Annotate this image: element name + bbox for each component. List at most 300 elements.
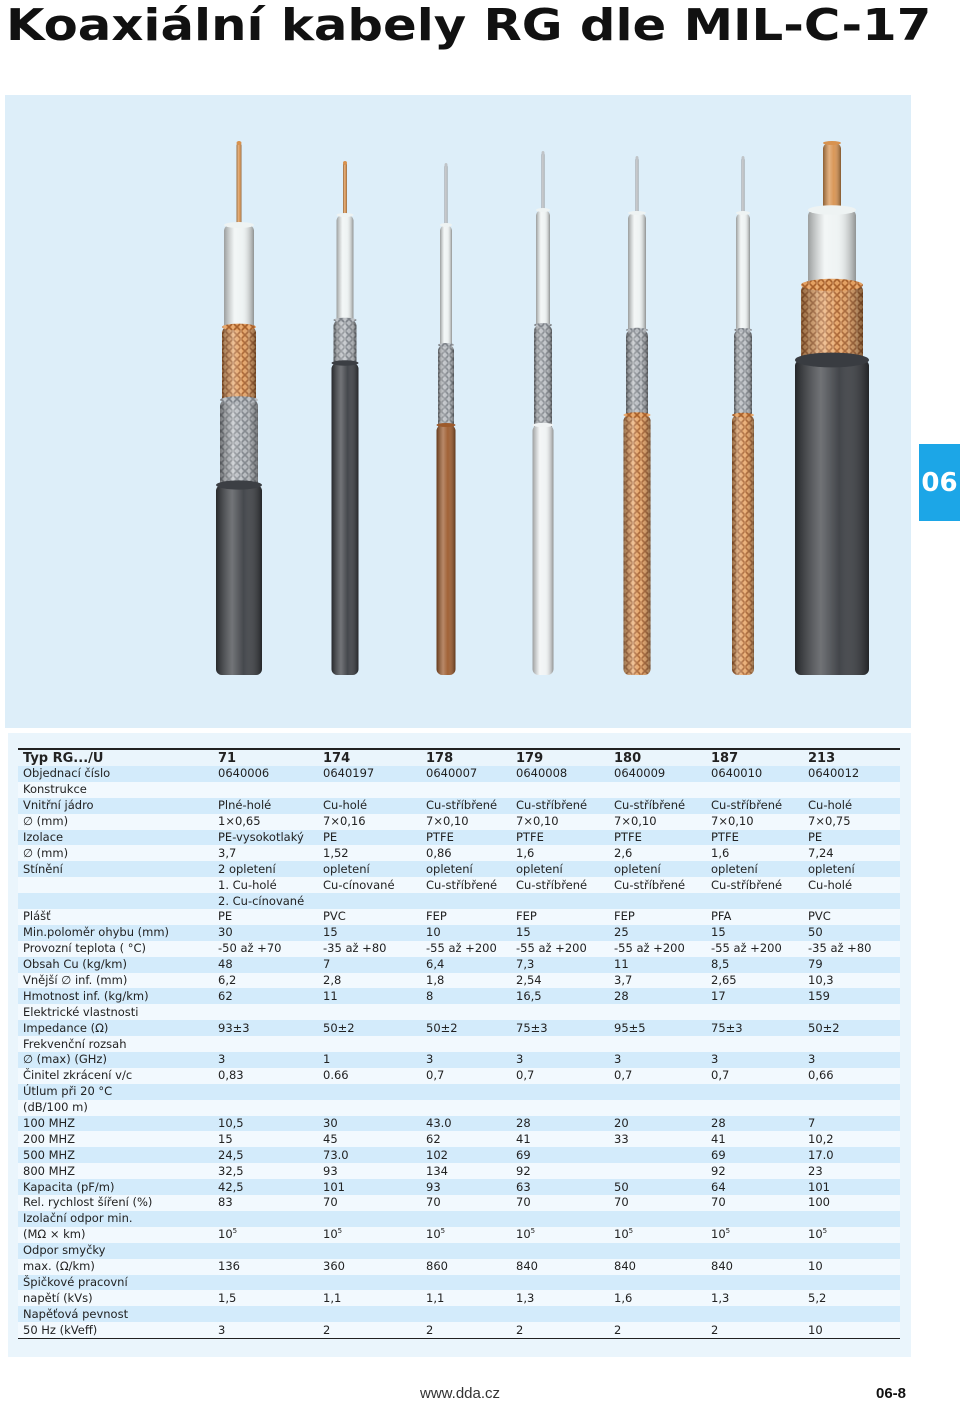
table-cell: 2 xyxy=(609,1322,706,1338)
table-cell: Plné-holé xyxy=(213,798,318,814)
cable-jacket-2-cap xyxy=(437,423,456,427)
table-cell xyxy=(706,1211,803,1227)
table-row xyxy=(18,1116,900,1132)
table-cell: 79 xyxy=(803,957,900,973)
table-row xyxy=(18,1211,900,1227)
table-cell xyxy=(803,1100,900,1116)
table-header-row xyxy=(18,749,900,766)
table-cell: 360 xyxy=(318,1259,421,1275)
row-label: Izolace xyxy=(18,830,213,846)
table-cell: 92 xyxy=(511,1163,609,1179)
row-label: Útlum při 20 °C xyxy=(18,1084,213,1100)
cable-core-6-cap xyxy=(823,141,841,145)
table-cell: PVC xyxy=(803,909,900,925)
table-cell xyxy=(213,1100,318,1116)
table-cell xyxy=(609,1004,706,1020)
table-cell: 92 xyxy=(706,1163,803,1179)
table-cell xyxy=(609,1100,706,1116)
table-cell: PTFE xyxy=(421,830,511,846)
table-cell: 11 xyxy=(609,957,706,973)
cable-jacket-4-cap xyxy=(624,412,651,417)
table-cell: PVC xyxy=(318,909,421,925)
table-cell: 159 xyxy=(803,988,900,1004)
table-cell xyxy=(213,1084,318,1100)
table-cell: 7×0,10 xyxy=(421,814,511,830)
table-cell: 45 xyxy=(318,1131,421,1147)
table-cell: 93±3 xyxy=(213,1020,318,1036)
table-row xyxy=(18,1290,900,1306)
row-label: Vnější ∅ inf. (mm) xyxy=(18,973,213,989)
table-cell xyxy=(213,1243,318,1259)
table-row xyxy=(18,988,900,1004)
table-cell: 15 xyxy=(706,925,803,941)
table-cell xyxy=(421,1306,511,1322)
table-cell: PE xyxy=(213,909,318,925)
table-cell: $10^5$ xyxy=(803,1227,900,1243)
table-cell xyxy=(318,1211,421,1227)
row-label: Rel. rychlost šíření (%) xyxy=(18,1195,213,1211)
table-cell: PE xyxy=(803,830,900,846)
table-cell xyxy=(706,1275,803,1291)
table-cell: 10 xyxy=(803,1259,900,1275)
table-cell: 6,4 xyxy=(421,957,511,973)
table-cell: 101 xyxy=(318,1179,421,1195)
table-cell: 1,1 xyxy=(421,1290,511,1306)
table-cell: opletení xyxy=(609,861,706,877)
table-cell: 1,1 xyxy=(318,1290,421,1306)
cable-jacket-5-cap xyxy=(732,413,754,417)
table-cell xyxy=(706,1036,803,1052)
table-cell xyxy=(421,1100,511,1116)
cable-braid-6-cap xyxy=(801,279,863,291)
cable-core-3-cap xyxy=(542,151,545,155)
cable-core-0-shade xyxy=(237,143,242,230)
cable-core-5-shade xyxy=(742,158,745,218)
table-cell xyxy=(511,1004,609,1020)
table-cell: 63 xyxy=(511,1179,609,1195)
header-cable-type: 179 xyxy=(511,749,609,766)
table-cell: 2 xyxy=(706,1322,803,1338)
table-cell: -35 až +80 xyxy=(318,941,421,957)
table-cell xyxy=(609,1211,706,1227)
table-cell xyxy=(803,1036,900,1052)
table-cell: PTFE xyxy=(609,830,706,846)
table-cell xyxy=(803,1084,900,1100)
table-cell: 0640197 xyxy=(318,766,421,782)
table-cell xyxy=(318,1306,421,1322)
table-cell xyxy=(318,1036,421,1052)
table-cell: Cu-stříbřené xyxy=(609,798,706,814)
table-cell xyxy=(609,893,706,909)
table-cell: 23 xyxy=(803,1163,900,1179)
table-cell: 7,3 xyxy=(511,957,609,973)
table-cell xyxy=(318,1100,421,1116)
table-cell: 840 xyxy=(511,1259,609,1275)
row-label: Špičkové pracovní xyxy=(18,1275,213,1291)
table-cell: 69 xyxy=(706,1147,803,1163)
row-label: (MΩ × km) xyxy=(18,1227,213,1243)
table-row xyxy=(18,893,900,909)
table-cell: 7×0,10 xyxy=(511,814,609,830)
table-cell: 0,7 xyxy=(706,1068,803,1084)
row-label xyxy=(18,877,213,893)
table-cell xyxy=(421,893,511,909)
cable-dielectric-1-shade xyxy=(337,215,354,327)
cable-dielectric-5-cap xyxy=(736,211,750,215)
table-cell xyxy=(511,1211,609,1227)
table-cell: 0,86 xyxy=(421,845,511,861)
cable-braid-3-shade xyxy=(534,325,552,432)
table-cell: 8,5 xyxy=(706,957,803,973)
table-cell: 50±2 xyxy=(421,1020,511,1036)
table-cell: 0640006 xyxy=(213,766,318,782)
table-cell: 33 xyxy=(609,1131,706,1147)
table-cell: 10,3 xyxy=(803,973,900,989)
table-cell: -55 až +200 xyxy=(421,941,511,957)
row-label: Odpor smyčky xyxy=(18,1243,213,1259)
spec-table xyxy=(18,748,900,1339)
table-cell: $10^5$ xyxy=(421,1227,511,1243)
table-cell xyxy=(803,782,900,798)
table-cell: $10^5$ xyxy=(511,1227,609,1243)
table-cell: 10,5 xyxy=(213,1116,318,1132)
row-label: max. (Ω/km) xyxy=(18,1259,213,1275)
table-cell: 1,6 xyxy=(706,845,803,861)
table-cell: 3 xyxy=(213,1052,318,1068)
table-cell: 3 xyxy=(609,1052,706,1068)
table-cell: Cu-holé xyxy=(803,877,900,893)
cable-core-4-shade xyxy=(636,158,639,218)
table-cell: FEP xyxy=(421,909,511,925)
table-cell: -50 až +70 xyxy=(213,941,318,957)
table-cell: 1,6 xyxy=(511,845,609,861)
table-cell xyxy=(706,1100,803,1116)
table-cell: 48 xyxy=(213,957,318,973)
row-label: Obsah Cu (kg/km) xyxy=(18,957,213,973)
table-row xyxy=(18,1147,900,1163)
table-cell: 75±3 xyxy=(706,1020,803,1036)
table-cell xyxy=(318,893,421,909)
table-cell: -35 až +80 xyxy=(803,941,900,957)
row-label: Provozní teplota ( °C) xyxy=(18,941,213,957)
cable-dielectric-1-cap xyxy=(337,213,354,217)
section-tab: 06 xyxy=(919,444,960,521)
row-label: Frekvenční rozsah xyxy=(18,1036,213,1052)
cable-core-5-cap xyxy=(742,156,745,160)
table-cell xyxy=(421,1275,511,1291)
table-cell: Cu-stříbřené xyxy=(706,798,803,814)
cable-core-1-cap xyxy=(343,161,347,165)
table-cell xyxy=(213,1275,318,1291)
table-cell xyxy=(803,1243,900,1259)
table-cell: 42,5 xyxy=(213,1179,318,1195)
table-cell: 0640009 xyxy=(609,766,706,782)
table-cell: FEP xyxy=(609,909,706,925)
table-cell: FEP xyxy=(511,909,609,925)
table-row xyxy=(18,925,900,941)
table-cell: 3 xyxy=(706,1052,803,1068)
table-cell: 2 xyxy=(511,1322,609,1338)
table-cell xyxy=(421,782,511,798)
table-cell: 0640012 xyxy=(803,766,900,782)
table-cell xyxy=(706,893,803,909)
cable-braid-outer-0-cap xyxy=(222,324,256,331)
table-cell: 20 xyxy=(609,1116,706,1132)
table-cell xyxy=(511,782,609,798)
table-cell xyxy=(318,1275,421,1291)
table-cell: PTFE xyxy=(706,830,803,846)
table-cell: 1,5 xyxy=(213,1290,318,1306)
row-label: napětí (kVs) xyxy=(18,1290,213,1306)
footer-url[interactable]: www.dda.cz xyxy=(420,1385,501,1402)
table-row xyxy=(18,1163,900,1179)
table-cell: 0640010 xyxy=(706,766,803,782)
table-cell xyxy=(609,1243,706,1259)
table-cell xyxy=(511,1243,609,1259)
table-cell: 83 xyxy=(213,1195,318,1211)
table-row xyxy=(18,1131,900,1147)
table-cell: 62 xyxy=(421,1131,511,1147)
table-cell xyxy=(318,1084,421,1100)
table-cell: 840 xyxy=(609,1259,706,1275)
table-cell xyxy=(511,1084,609,1100)
row-label: Hmotnost inf. (kg/km) xyxy=(18,988,213,1004)
row-label: 200 MHZ xyxy=(18,1131,213,1147)
table-cell xyxy=(421,1211,511,1227)
table-cell xyxy=(803,893,900,909)
cable-dielectric-5-shade xyxy=(736,213,750,337)
header-cable-type: 178 xyxy=(421,749,511,766)
table-cell: 0.66 xyxy=(318,1068,421,1084)
table-row xyxy=(18,1306,900,1322)
table-cell xyxy=(511,1100,609,1116)
table-cell: 28 xyxy=(511,1116,609,1132)
row-label: Stínění xyxy=(18,861,213,877)
table-row xyxy=(18,1275,900,1291)
table-row xyxy=(18,941,900,957)
cable-core-6-shade xyxy=(823,143,841,215)
page-number: 06-8 xyxy=(876,1385,907,1402)
cable-dielectric-2-cap xyxy=(440,223,452,227)
table-cell xyxy=(609,1147,706,1163)
cable-jacket-0-shade xyxy=(216,485,262,675)
table-cell: $10^5$ xyxy=(706,1227,803,1243)
table-cell: 75±3 xyxy=(511,1020,609,1036)
header-type-label: Typ RG.../U xyxy=(18,749,213,766)
cable-dielectric-3-shade xyxy=(536,210,550,332)
table-row xyxy=(18,1259,900,1275)
table-cell: 62 xyxy=(213,988,318,1004)
table-cell xyxy=(511,1306,609,1322)
table-cell xyxy=(318,1004,421,1020)
table-cell: 3,7 xyxy=(609,973,706,989)
table-cell: 70 xyxy=(318,1195,421,1211)
row-label: 800 MHZ xyxy=(18,1163,213,1179)
table-cell: 2,8 xyxy=(318,973,421,989)
row-label: Min.poloměr ohybu (mm) xyxy=(18,925,213,941)
table-cell: 2 xyxy=(318,1322,421,1338)
table-cell xyxy=(706,1306,803,1322)
table-cell: PFA xyxy=(706,909,803,925)
table-cell xyxy=(803,1306,900,1322)
table-cell: 2. Cu-cínované xyxy=(213,893,318,909)
table-row xyxy=(18,1020,900,1036)
table-cell: 50 xyxy=(609,1179,706,1195)
row-label: Objednací číslo xyxy=(18,766,213,782)
table-cell: 1,6 xyxy=(609,1290,706,1306)
table-cell: 3 xyxy=(803,1052,900,1068)
cable-photo xyxy=(5,95,911,728)
table-cell: 7×0,75 xyxy=(803,814,900,830)
table-cell: 0,7 xyxy=(421,1068,511,1084)
table-cell: 70 xyxy=(421,1195,511,1211)
header-cable-type: 213 xyxy=(803,749,900,766)
table-cell xyxy=(511,1275,609,1291)
table-cell: 134 xyxy=(421,1163,511,1179)
table-cell xyxy=(318,1243,421,1259)
table-cell: $10^5$ xyxy=(318,1227,421,1243)
table-cell: 11 xyxy=(318,988,421,1004)
table-cell: 1,8 xyxy=(421,973,511,989)
cable-braid-3-cap xyxy=(534,323,552,327)
row-label: Elektrické vlastnosti xyxy=(18,1004,213,1020)
cable-core-2-cap xyxy=(445,163,448,167)
row-label: Plášť xyxy=(18,909,213,925)
table-cell: 24,5 xyxy=(213,1147,318,1163)
table-cell: 2,65 xyxy=(706,973,803,989)
cable-dielectric-4-cap xyxy=(628,211,646,215)
table-cell: 840 xyxy=(706,1259,803,1275)
header-cable-type: 71 xyxy=(213,749,318,766)
cable-core-2-shade xyxy=(445,165,448,230)
table-cell: 43.0 xyxy=(421,1116,511,1132)
row-label: 100 MHZ xyxy=(18,1116,213,1132)
table-cell: 1,3 xyxy=(511,1290,609,1306)
table-cell xyxy=(318,782,421,798)
table-cell: 28 xyxy=(609,988,706,1004)
table-row xyxy=(18,1243,900,1259)
table-cell xyxy=(421,1243,511,1259)
table-cell: 1 xyxy=(318,1052,421,1068)
table-cell: 32,5 xyxy=(213,1163,318,1179)
table-cell xyxy=(213,1004,318,1020)
table-cell: 15 xyxy=(511,925,609,941)
cable-jacket-3-cap xyxy=(533,423,554,427)
table-cell: 1×0,65 xyxy=(213,814,318,830)
table-cell xyxy=(803,1275,900,1291)
cable-core-0-cap xyxy=(237,141,242,145)
cable-dielectric-0-cap xyxy=(224,222,254,228)
table-cell: 0640007 xyxy=(421,766,511,782)
table-cell: Cu-stříbřené xyxy=(511,798,609,814)
table-cell: 101 xyxy=(803,1179,900,1195)
table-cell: 73.0 xyxy=(318,1147,421,1163)
table-row xyxy=(18,1036,900,1052)
row-label: Činitel zkrácení v/c xyxy=(18,1068,213,1084)
row-label: ∅ (max) (GHz) xyxy=(18,1052,213,1068)
table-cell: 0,66 xyxy=(803,1068,900,1084)
cable-dielectric-4-shade xyxy=(628,213,646,337)
table-cell: 10,2 xyxy=(803,1131,900,1147)
table-cell: 5,2 xyxy=(803,1290,900,1306)
table-row xyxy=(18,861,900,877)
table-cell: 7 xyxy=(803,1116,900,1132)
table-row xyxy=(18,1322,900,1338)
table-cell: 95±5 xyxy=(609,1020,706,1036)
table-row xyxy=(18,782,900,798)
table-cell: -55 až +200 xyxy=(511,941,609,957)
table-cell: 7×0,10 xyxy=(706,814,803,830)
row-label: Impedance (Ω) xyxy=(18,1020,213,1036)
cable-braid-2-cap xyxy=(438,343,454,347)
table-cell: $10^5$ xyxy=(609,1227,706,1243)
table-cell: 15 xyxy=(213,1131,318,1147)
table-cell: Cu-cínované xyxy=(318,877,421,893)
table-cell xyxy=(213,1211,318,1227)
table-cell xyxy=(609,782,706,798)
cable-jacket-1-cap xyxy=(332,360,359,365)
cable-core-4-cap xyxy=(636,156,639,160)
table-cell: opletení xyxy=(511,861,609,877)
table-cell: 41 xyxy=(706,1131,803,1147)
row-label: Napěťová pevnost xyxy=(18,1306,213,1322)
row-label: ∅ (mm) xyxy=(18,814,213,830)
cable-braid-4-cap xyxy=(626,328,648,332)
table-row xyxy=(18,1227,900,1243)
table-cell: 6,2 xyxy=(213,973,318,989)
cable-jacket-1-shade xyxy=(332,363,359,675)
table-cell: Cu-stříbřené xyxy=(511,877,609,893)
cable-braid-1-cap xyxy=(334,318,357,323)
table-cell: 0,7 xyxy=(511,1068,609,1084)
table-row xyxy=(18,814,900,830)
table-cell: 30 xyxy=(318,1116,421,1132)
cable-dielectric-3-cap xyxy=(536,208,550,212)
table-cell: 17 xyxy=(706,988,803,1004)
table-cell: 10 xyxy=(421,925,511,941)
table-row xyxy=(18,1195,900,1211)
table-cell: $10^5$ xyxy=(213,1227,318,1243)
table-cell: 7×0,10 xyxy=(609,814,706,830)
table-row xyxy=(18,1004,900,1020)
table-cell xyxy=(706,1243,803,1259)
table-cell xyxy=(609,1275,706,1291)
table-cell: 16,5 xyxy=(511,988,609,1004)
table-cell: 3 xyxy=(511,1052,609,1068)
table-cell: PE-vysokotlaký xyxy=(213,830,318,846)
table-cell xyxy=(803,1004,900,1020)
table-cell: 50±2 xyxy=(318,1020,421,1036)
table-cell: 136 xyxy=(213,1259,318,1275)
table-cell: 28 xyxy=(706,1116,803,1132)
table-cell xyxy=(706,1084,803,1100)
cable-jacket-0-cap xyxy=(216,480,262,489)
table-cell: 8 xyxy=(421,988,511,1004)
table-cell xyxy=(421,1004,511,1020)
table-cell xyxy=(609,1084,706,1100)
cable-jacket-3-shade xyxy=(533,425,554,675)
cable-illustration xyxy=(5,95,911,728)
table-row xyxy=(18,1084,900,1100)
table-cell: 70 xyxy=(511,1195,609,1211)
table-cell xyxy=(706,782,803,798)
table-cell: 93 xyxy=(421,1179,511,1195)
row-label xyxy=(18,893,213,909)
row-label: (dB/100 m) xyxy=(18,1100,213,1116)
table-cell xyxy=(609,1306,706,1322)
table-cell xyxy=(609,1036,706,1052)
table-row xyxy=(18,1052,900,1068)
